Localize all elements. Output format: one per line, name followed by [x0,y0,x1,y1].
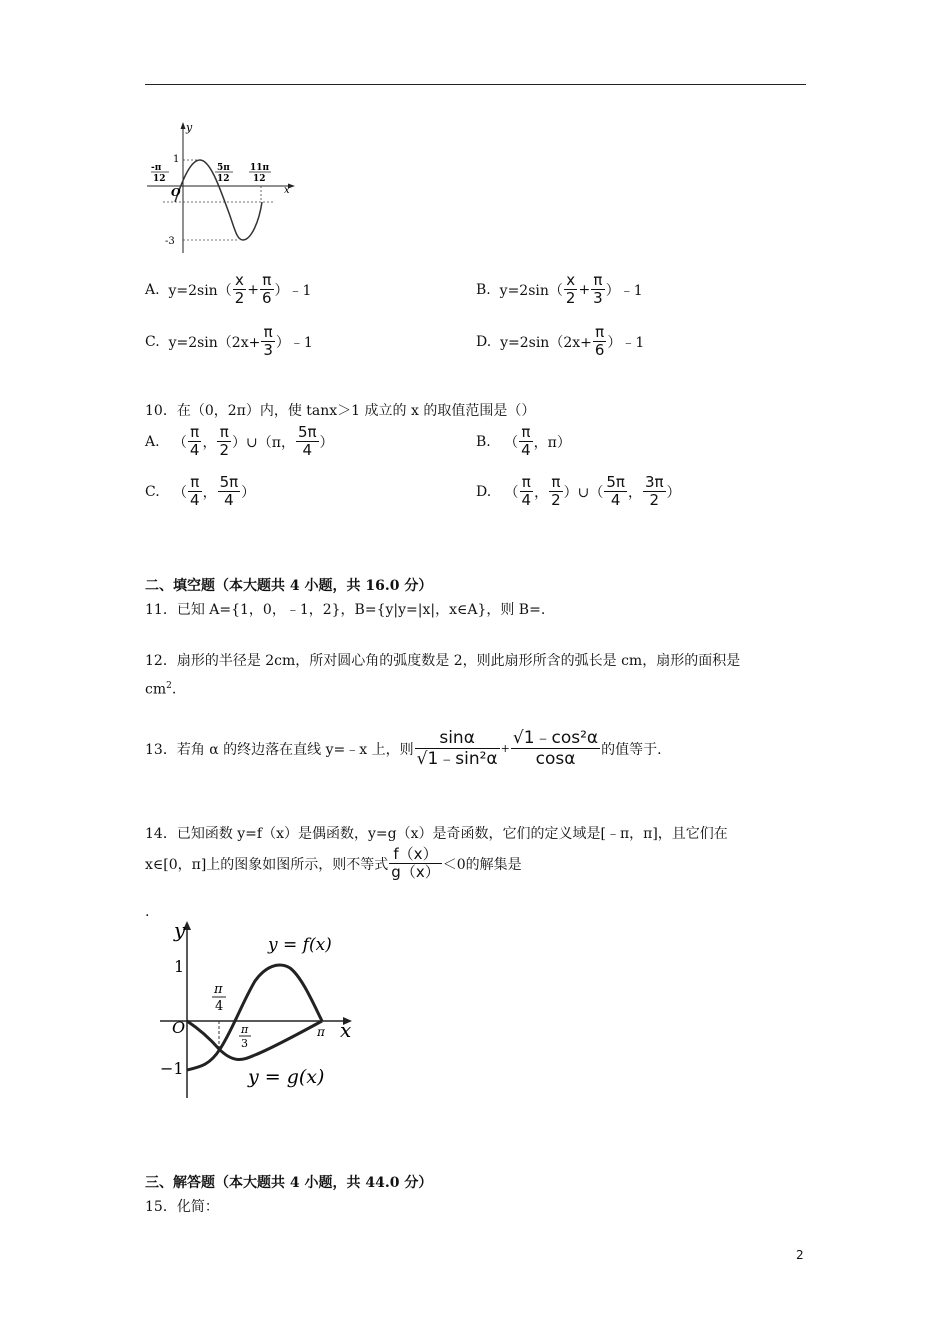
xl1-num: -π [151,163,162,173]
section3-title: 三、解答题（本大题共 4 小题，共 44.0 分） [145,1175,433,1191]
pi-label: π [317,1025,325,1039]
q10-option-b: B. （ $\frac{\pi}{4}$ ，π） [476,423,571,459]
q10-option-d: D. （ $\frac{\pi}{4}$ ， $\frac{\pi}{2}$ ）∪（ $\frac{5\pi}{4}$ ， $\frac{3\pi}{2}$ ） [476,473,681,509]
x-label: x [340,1018,352,1042]
q14-dot: . [145,904,150,920]
tick-neg1: −1 [160,1059,184,1078]
xl3-num: 11π [250,163,270,173]
q9-option-c: C. y=2sin（2x+ $\frac{\pi}{3}$ ）﹣1 [145,323,313,359]
q15-text: 15．化简： [145,1199,219,1215]
y-label: y [186,121,193,134]
q12-line1: 12．扇形的半径是 2cm，所对圆心角的弧度数是 2，则此扇形所含的弧长是 cm，扇形的面积是 [145,653,741,669]
xl2-num: 5π [217,163,230,173]
y-axis-arrow [181,122,186,129]
g-curve [187,1021,322,1060]
xl3-den: 12 [253,174,266,184]
origin-label: O [172,1018,186,1037]
origin-label: O [171,186,181,199]
y-label: y [174,918,186,942]
tick-neg3: -3 [165,236,175,247]
q13: 13．若角 α 的终边落在直线 y=﹣x 上，则 $\frac{\sin\alpha}{\text{√1﹣sin²α}}$ + $\frac{\text{√1﹣cos²α}}{\cos\alpha}$ 的值等于. [145,728,662,769]
q10-option-c: C. （ $\frac{\pi}{4}$ ， $\frac{5\pi}{4}$ ） [145,473,256,509]
section2-title: 二、填空题（本大题共 4 小题，共 16.0 分） [145,578,433,594]
q9-option-a: A. y=2sin（ $\frac{x}{2}$ + $\frac{\pi}{6}$ ）﹣1 [145,271,312,307]
xl1-den: 12 [153,174,166,184]
tick-one: 1 [174,957,185,976]
q14-line2: x∈[0，π]上的图象如图所示，则不等式 $\frac{f(x)}{g(x)}$ ＜0的解集是 [145,845,522,881]
q9-option-b: B. y=2sin（ $\frac{x}{2}$ + $\frac{\pi}{3}$ ）﹣1 [476,271,643,307]
pi3-den: 3 [241,1037,248,1050]
pi3-num: π [241,1023,249,1036]
g-label: y = g(x) [248,1066,325,1088]
tick-one: 1 [173,154,180,165]
page-number: 2 [796,1248,804,1262]
header-rule [145,84,806,85]
xl2-den: 12 [217,174,230,184]
x-label: x [284,185,290,196]
q14-function-graph [160,915,360,1103]
pi4-num: π [214,982,223,997]
q10-stem: 10．在（0，2π）内，使 tanx＞1 成立的 x 的取值范围是（） [145,403,536,419]
f-label: y = f(x) [268,935,332,955]
q11-text: 11．已知 A={1，0，﹣1，2}，B={y|y=|x|，x∈A}，则 B=. [145,602,546,618]
q10-option-a: A. （ $\frac{\pi}{4}$ ， $\frac{\pi}{2}$ ）∪（π， $\frac{5\pi}{4}$ ） [145,423,334,459]
q12-line2: $cm^2$. [145,681,177,698]
q9-sine-graph [145,118,300,258]
pi4-den: 4 [215,999,224,1014]
q14-line1: 14．已知函数 y=f（x）是偶函数，y=g（x）是奇函数，它们的定义域是[﹣π，π]，且它们在 [145,826,728,842]
q9-option-d: D. y=2sin（2x+ $\frac{\pi}{6}$ ）﹣1 [476,323,645,359]
